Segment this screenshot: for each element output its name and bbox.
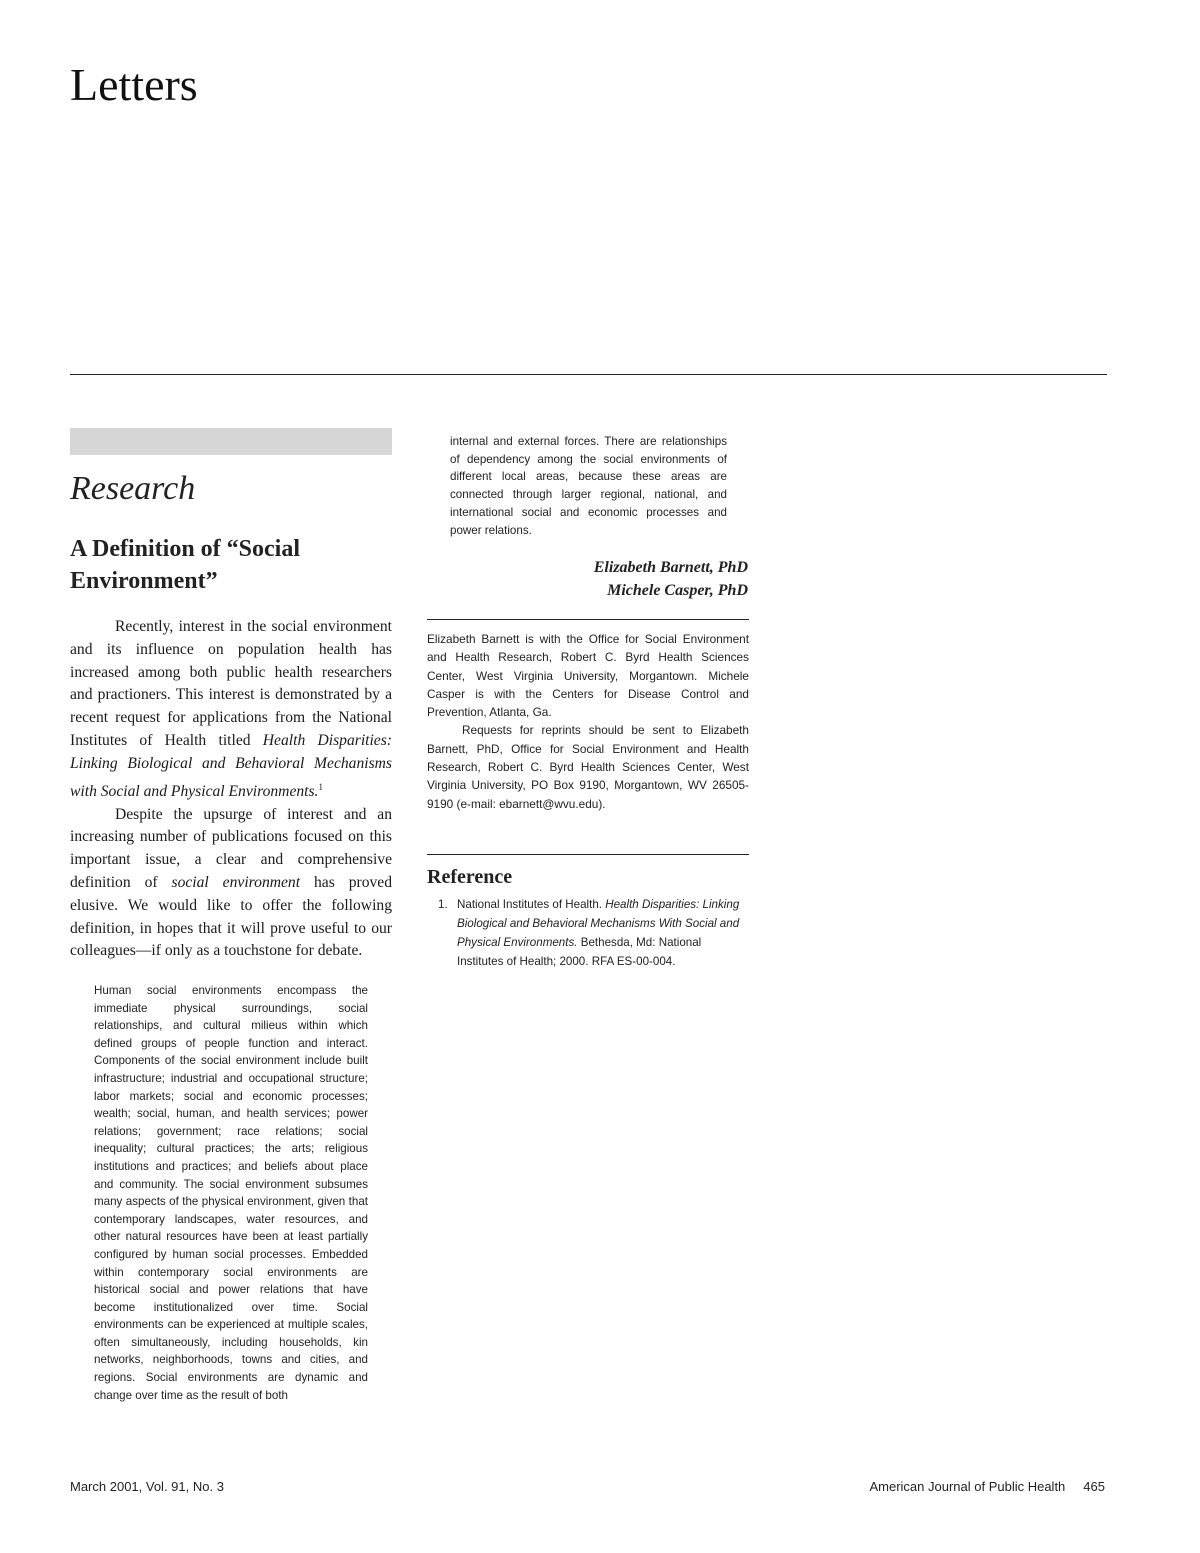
- reference-list: [427, 895, 749, 971]
- author-signature: [450, 556, 748, 602]
- reference-title: Health Disparities: Linking Biological and Behavioral Mechanisms With Social and Physical Environments.: [457, 898, 740, 949]
- citation-marker: 1: [318, 781, 323, 792]
- reference-divider: [427, 854, 749, 855]
- author-name: Elizabeth Barnett, PhD: [593, 559, 748, 576]
- emphasized-term: social environment: [171, 873, 301, 891]
- section-title: Letters: [70, 59, 198, 110]
- reference-item: 1. National Institutes of Health. Health Disparities: Linking Biological and Behavioral Mechanisms With Social and Physical Environments. Bethesda, Md: National Institutes of Health; 2000. RFA ES-00-004.: [427, 895, 749, 971]
- body-paragraph: Despite the upsurge of interest and an increasing number of publications focused on this important issue, a clear and comprehensive definition of social environment has proved elusive. We would like to offer the following definition, in hopes that it will prove useful to our colleagues—if only as a touchstone for debate.: [70, 805, 393, 960]
- header-divider: [70, 374, 1107, 375]
- cited-title: Health Disparities: Linking Biological and Behavioral Mechanisms with Social and Physical Environments.: [70, 731, 392, 800]
- article-body: [70, 616, 392, 963]
- reference-heading: Reference: [427, 866, 513, 888]
- reprint-request: Requests for reprints should be sent to Elizabeth Barnett, PhD, Office for Social Environment and Health Research, Robert C. Byrd Health Sciences Center, West Virginia University, PO Box 9190, Morgantown, WV 26505-9190 (e-mail: ebarnett@wvu.edu).: [427, 723, 749, 811]
- affiliation-text: Elizabeth Barnett is with the Office for Social Environment and Health Research, Robert C. Byrd Health Sciences Center, West Virginia University, Morgantown. Michele Casper is with the Centers for Disease Control and Prevention, Atlanta, Ga.: [427, 632, 749, 720]
- affiliation-divider: [427, 619, 749, 620]
- definition-block-continued: internal and external forces. There are relationships of dependency among the social environments of different local areas, because these areas are connected through larger regional, national, and international social and economic processes and power relations.: [450, 435, 727, 537]
- author-affiliations: [427, 630, 749, 813]
- body-paragraph: Recently, interest in the social environment and its influence on population health has increased among both public health researchers and practioners. This interest is demonstrated by a recent request for applications from the National Institutes of Health titled Health Disparities: Linking Biological and Behavioral Mechanisms with Social and Physical Environments.$^1$: [70, 618, 392, 800]
- page-number: 465: [1083, 1479, 1105, 1494]
- article-category: Research: [70, 470, 196, 507]
- reference-number: 1.: [438, 898, 448, 911]
- category-bar: [70, 428, 392, 455]
- article-title: A Definition of “Social Environment”: [70, 536, 301, 594]
- journal-name: American Journal of Public Health: [869, 1479, 1066, 1494]
- issue-info: March 2001, Vol. 91, No. 3: [70, 1479, 224, 1494]
- journal-footer: [869, 1478, 1105, 1496]
- author-name: Michele Casper, PhD: [607, 582, 748, 599]
- definition-block: Human social environments encompass the immediate physical surroundings, social relationships, and cultural milieus within which defined groups of people function and interact. Components of the social environment include built infrastructure; industrial and occupational structure; labor markets; social and economic processes; wealth; social, human, and health services; power relations; government; race relations; social inequality; cultural practices; the arts; religious institutions and practices; and beliefs about place and community. The social environment subsumes many aspects of the physical environment, given that contemporary landscapes, water resources, and other natural resources have been at least partially configured by human social processes. Embedded within contemporary social environments are historical social and power relations that have become institutionalized over time. Social environments can be experienced at multiple scales, often simultaneously, including households, kin networks, neighborhoods, towns and cities, and regions. Social environments are dynamic and change over time as the result of both: [94, 984, 368, 1402]
